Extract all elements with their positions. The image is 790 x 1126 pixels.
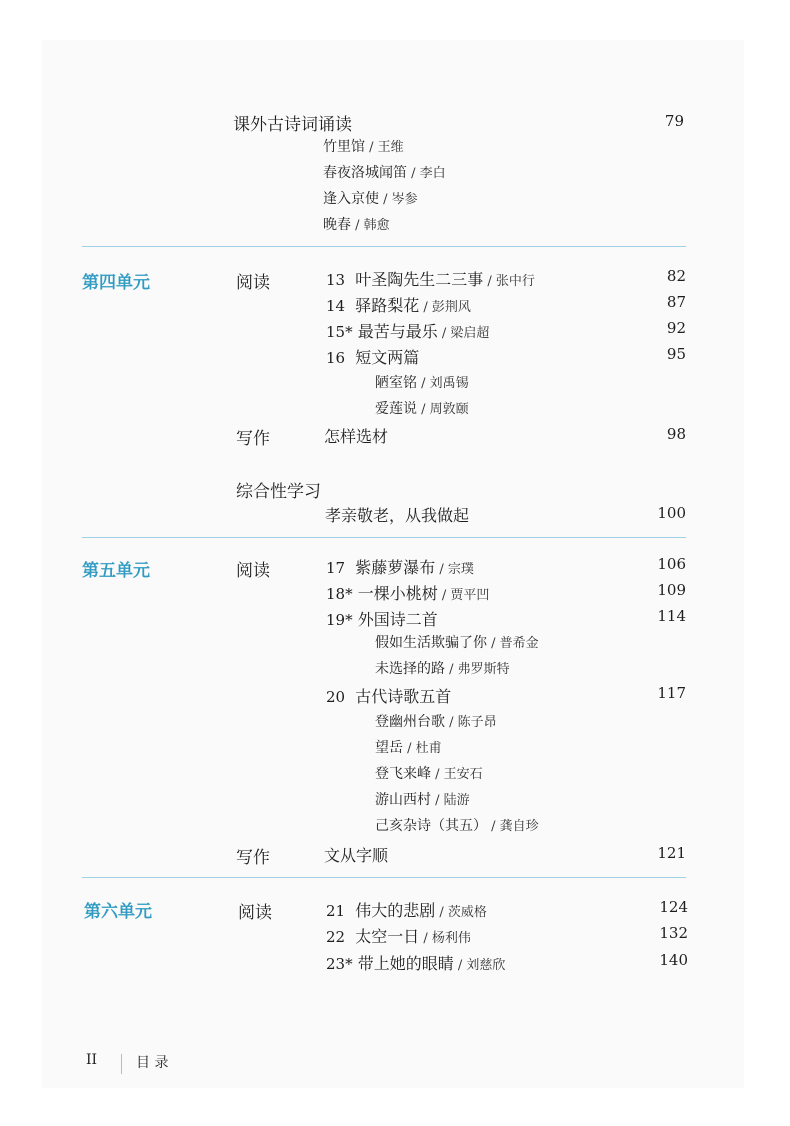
lesson-author: / 梁启超 — [437, 326, 490, 341]
sub-piece-author: / 弗罗斯特 — [445, 662, 510, 677]
lesson-title: 外国诗二首 — [357, 610, 438, 629]
unit5-writing-page: 121 — [657, 844, 686, 862]
comprehensive-study-page: 100 — [657, 504, 686, 522]
unit-divider — [82, 877, 686, 878]
lesson-number: 13 — [326, 271, 346, 289]
sub-piece-title: 游山西村 — [375, 792, 431, 808]
sub-piece-author: / 龚自珍 — [487, 819, 539, 834]
footer-label: 目 录 — [136, 1055, 169, 1071]
lesson-title: 紫藤萝瀑布 — [355, 558, 436, 577]
unit5-writing-title[interactable]: 文从字顺 — [324, 846, 389, 865]
sub-piece-author: / 杜甫 — [403, 741, 442, 756]
sub-piece-entry[interactable] — [375, 632, 539, 652]
lesson-page: 109 — [657, 581, 686, 599]
unit6-label: 第六单元 — [84, 902, 152, 922]
sub-piece-title: 陋室铭 — [375, 375, 417, 391]
classical-poetry-page: 79 — [664, 112, 684, 130]
lesson-author: / 茨威格 — [435, 905, 487, 920]
comprehensive-study-label: 综合性学习 — [236, 482, 321, 502]
lesson-page: 92 — [666, 319, 686, 337]
lesson-title: 最苦与最乐 — [357, 322, 438, 341]
lesson-number: 17 — [326, 559, 346, 577]
lesson-title: 伟大的悲剧 — [355, 901, 436, 920]
comprehensive-study-title[interactable]: 孝亲敬老，从我做起 — [325, 506, 470, 525]
sub-piece-author: / 普希金 — [487, 636, 539, 651]
lesson-page: 117 — [657, 684, 686, 702]
poem-author: / 岑参 — [379, 192, 418, 207]
unit5-label: 第五单元 — [82, 561, 150, 581]
sub-piece-title: 爱莲说 — [375, 401, 417, 417]
sub-piece-title: 未选择的路 — [375, 661, 445, 677]
footer-page-number: II — [86, 1052, 98, 1068]
lesson-entry[interactable] — [326, 345, 419, 368]
sub-piece-author: / 陆游 — [431, 793, 470, 808]
lesson-author: / 彭荆风 — [419, 300, 471, 315]
lesson-entry[interactable] — [326, 581, 489, 604]
lesson-entry[interactable] — [326, 267, 535, 290]
lesson-number: 18* — [326, 585, 353, 603]
sub-piece-entry[interactable] — [375, 789, 470, 809]
lesson-entry[interactable] — [326, 684, 451, 707]
lesson-author: / 贾平凹 — [437, 588, 490, 603]
lesson-page: 95 — [666, 345, 686, 363]
poem-entry[interactable] — [323, 214, 390, 234]
lesson-page: 132 — [659, 924, 688, 942]
sub-piece-author: / 周敦颐 — [417, 402, 469, 417]
unit5-writing-label: 写作 — [236, 848, 270, 868]
unit6-reading-label: 阅读 — [238, 903, 272, 923]
lesson-title: 驿路梨花 — [355, 296, 420, 315]
lesson-title: 叶圣陶先生二三事 — [355, 270, 484, 289]
lesson-number: 15* — [326, 323, 353, 341]
lesson-page: 124 — [659, 898, 688, 916]
lesson-page: 82 — [666, 267, 686, 285]
poem-entry[interactable] — [323, 162, 446, 182]
lesson-author: / 宗璞 — [435, 562, 474, 577]
unit4-reading-label: 阅读 — [236, 273, 270, 293]
poem-author: / 王维 — [365, 140, 404, 155]
sub-piece-author: / 陈子昂 — [445, 715, 497, 730]
unit4-writing-page: 98 — [666, 425, 686, 443]
sub-piece-title: 己亥杂诗（其五） — [375, 818, 487, 834]
unit-divider — [82, 537, 686, 538]
lesson-entry[interactable] — [326, 293, 471, 316]
lesson-author: / 杨利伟 — [419, 931, 471, 946]
lesson-entry[interactable] — [326, 898, 487, 921]
unit-divider — [82, 246, 686, 247]
poem-title: 春夜洛城闻笛 — [323, 165, 407, 181]
poem-author: / 李白 — [407, 166, 446, 181]
poem-author: / 韩愈 — [351, 218, 390, 233]
lesson-number: 20 — [326, 688, 346, 706]
sub-piece-entry[interactable] — [375, 763, 483, 783]
unit4-writing-title[interactable]: 怎样选材 — [324, 427, 389, 446]
lesson-number: 16 — [326, 349, 346, 367]
poem-entry[interactable] — [323, 136, 404, 156]
unit4-label: 第四单元 — [82, 273, 150, 293]
sub-piece-title: 望岳 — [375, 740, 403, 756]
unit4-writing-label: 写作 — [236, 429, 270, 449]
poem-title: 竹里馆 — [323, 139, 365, 155]
poem-title: 晚春 — [323, 217, 351, 233]
sub-piece-entry[interactable] — [375, 737, 442, 757]
footer-divider — [121, 1054, 122, 1074]
lesson-title: 一棵小桃树 — [357, 584, 438, 603]
lesson-author: / 张中行 — [483, 274, 535, 289]
lesson-entry[interactable] — [326, 319, 489, 342]
classical-poetry-heading: 课外古诗词诵读 — [233, 115, 352, 135]
lesson-title: 太空一日 — [355, 927, 420, 946]
lesson-entry[interactable] — [326, 924, 471, 947]
sub-piece-title: 登幽州台歌 — [375, 714, 445, 730]
lesson-number: 22 — [326, 928, 346, 946]
sub-piece-entry[interactable] — [375, 372, 469, 392]
sub-piece-entry[interactable] — [375, 815, 539, 835]
sub-piece-entry[interactable] — [375, 711, 497, 731]
lesson-number: 14 — [326, 297, 346, 315]
lesson-entry[interactable] — [326, 951, 505, 974]
lesson-title: 古代诗歌五首 — [355, 687, 452, 706]
lesson-number: 21 — [326, 902, 346, 920]
sub-piece-author: / 刘禹锡 — [417, 376, 469, 391]
poem-title: 逢入京使 — [323, 191, 379, 207]
sub-piece-title: 登飞来峰 — [375, 766, 431, 782]
lesson-entry[interactable] — [326, 607, 438, 630]
sub-piece-entry[interactable] — [375, 398, 469, 418]
sub-piece-title: 假如生活欺骗了你 — [375, 635, 487, 651]
sub-piece-entry[interactable] — [375, 658, 510, 678]
lesson-entry[interactable] — [326, 555, 474, 578]
lesson-title: 短文两篇 — [355, 348, 420, 367]
lesson-page: 114 — [657, 607, 686, 625]
unit5-reading-label: 阅读 — [236, 561, 270, 581]
lesson-title: 带上她的眼睛 — [357, 954, 454, 973]
lesson-page: 106 — [657, 555, 686, 573]
poem-entry[interactable] — [323, 188, 418, 208]
lesson-page: 140 — [659, 951, 688, 969]
lesson-number: 19* — [326, 611, 353, 629]
sub-piece-author: / 王安石 — [431, 767, 483, 782]
lesson-page: 87 — [666, 293, 686, 311]
lesson-author: / 刘慈欣 — [453, 958, 506, 973]
lesson-number: 23* — [326, 955, 353, 973]
